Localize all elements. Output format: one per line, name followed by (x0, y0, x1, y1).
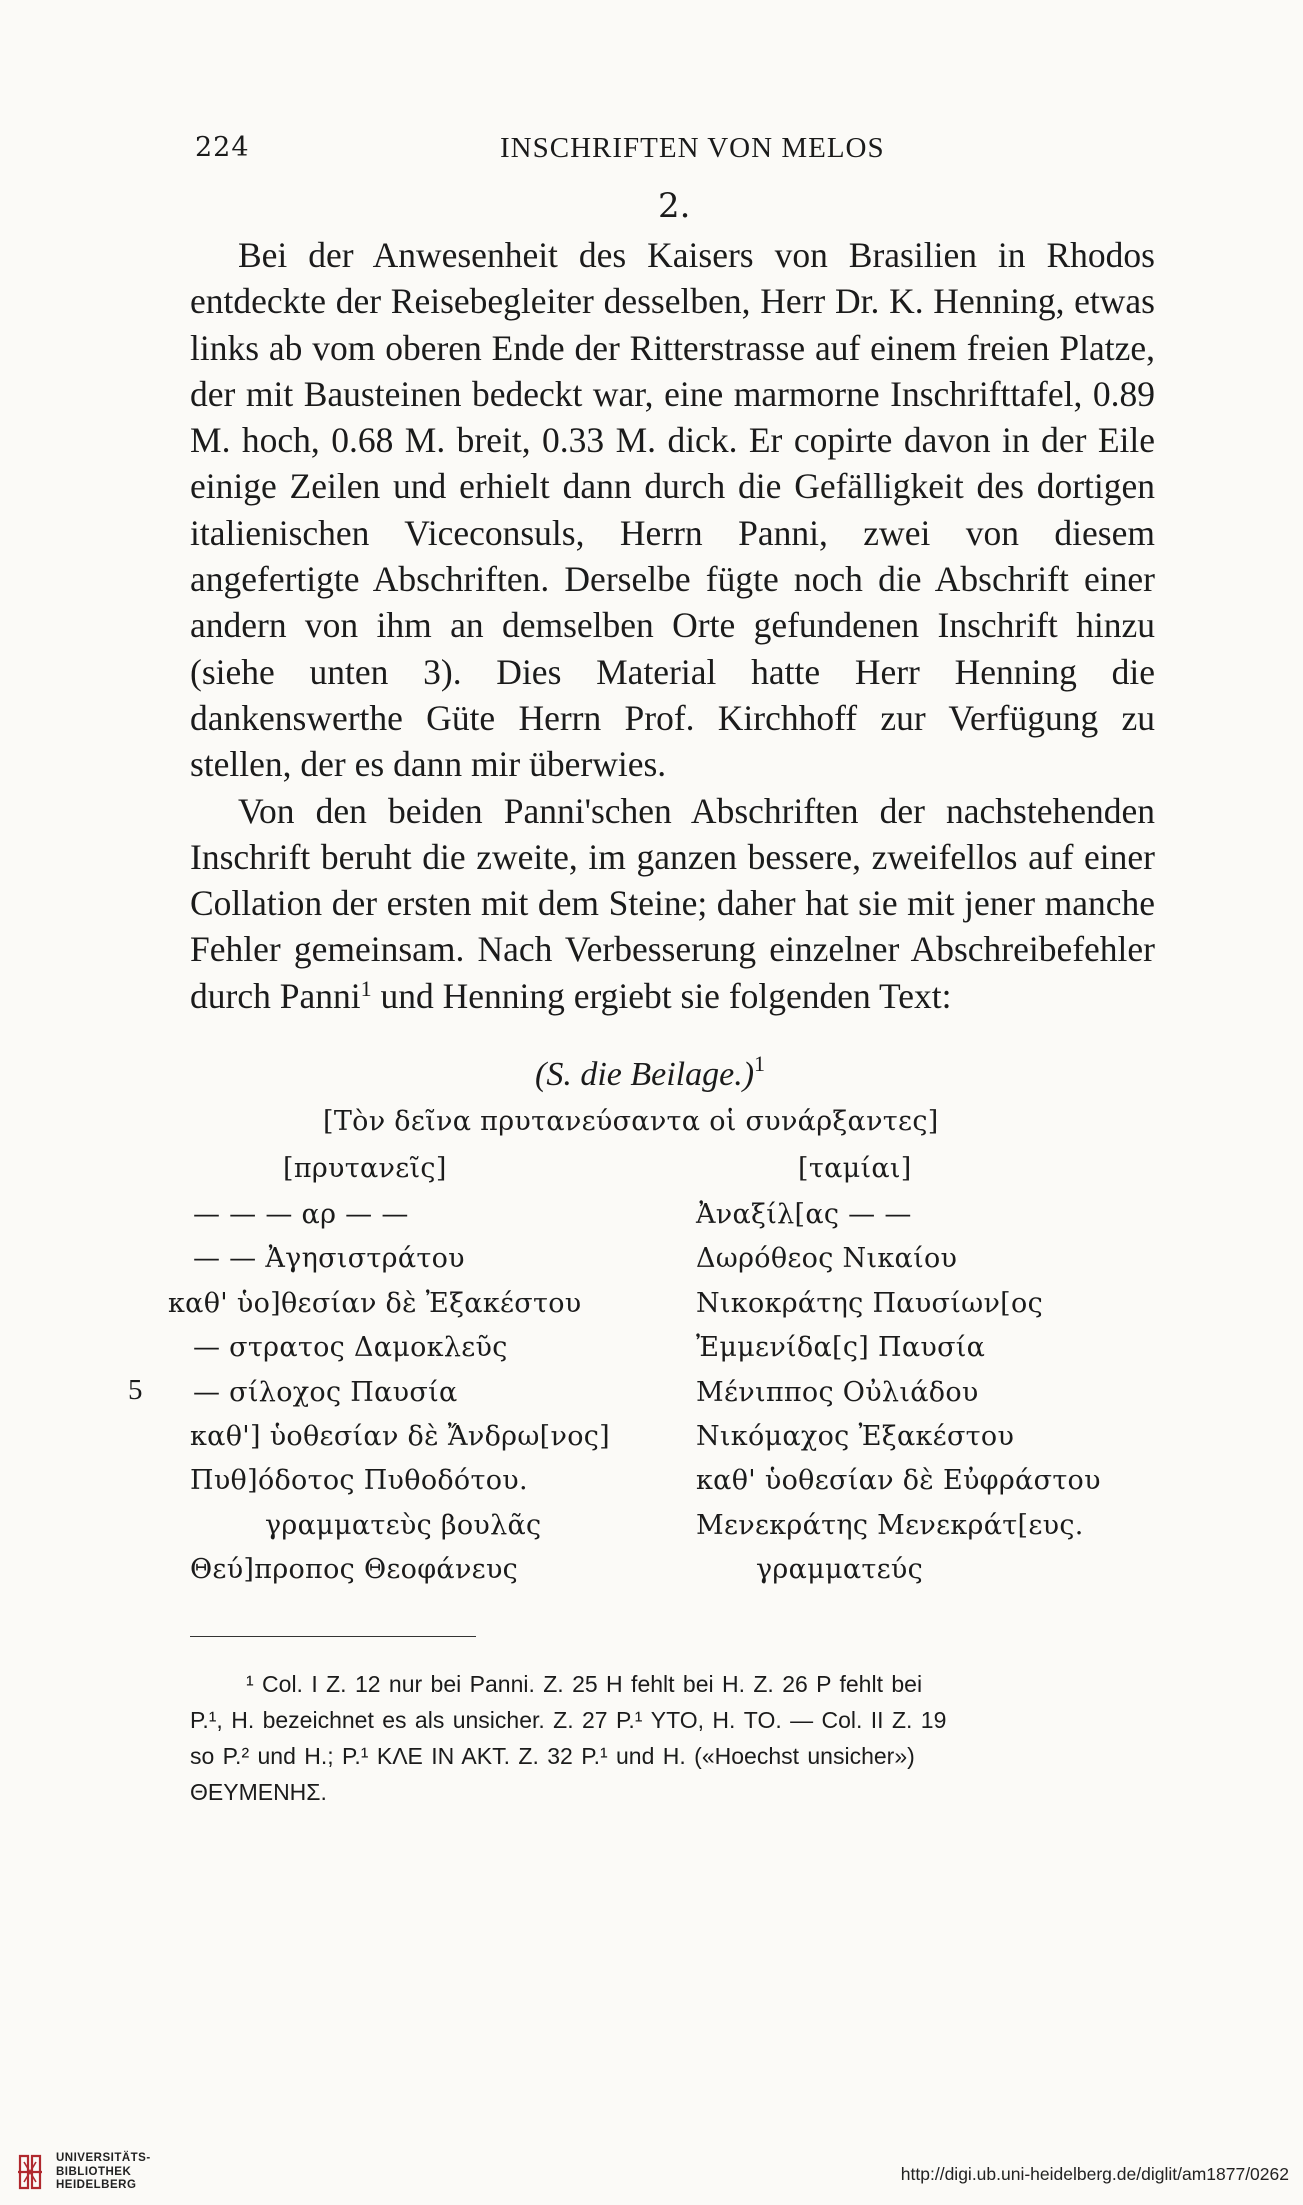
paragraph: Bei der Anwesenheit des Kaisers von Brasilien in Rhodos entdeckte der Reisebegleiter desselben, Herr Dr. K. Henning, etwas links ab vom oberen Ende der Ritterstrasse auf einem freien Platze, der mit Bausteinen bedeckt war, eine marmorne Inschrifttafel, 0.89 M. hoch, 0.68 M. breit, 0.33 M. dick. Er copirte davon in der Eile einige Zeilen und erhielt dann durch die Gefälligkeit des dortigen italienischen Viceconsuls, Herrn Panni, zwei von diesem angefertigte Abschriften. Derselbe fügte noch die Abschrift einer andern von ihm an demselben Orte gefundenen Inschrift hinzu (siehe unten 3). Dies Material hatte Herr Henning die dankenswerthe Güte Herrn Prof. Kirchhoff zur Verfügung zu stellen, der es dann mir überwies. (190, 235, 1155, 785)
footnote-line: so P.² und H.; P.¹ ΚΛΕ ΙΝ ΑΚΤ. Z. 32 P.¹ und H. («Hoechst unsicher») (190, 1743, 915, 1769)
footnote-rule (190, 1636, 476, 1637)
left-inscription-line: — στρατος Δαμοκλεῦς (193, 1332, 508, 1363)
left-inscription-line: καθ'] ὑοθεσίαν δὲ Ἄνδρω[νος] (190, 1421, 611, 1452)
left-column-heading: [πρυτανεῖς] (283, 1153, 447, 1184)
library-name-line: BIBLIOTHEK (56, 2165, 132, 2178)
left-inscription-line: — σίλοχος Παυσία (193, 1377, 458, 1408)
paragraph-text: und Henning ergiebt sie folgenden Text: (371, 975, 952, 1016)
right-inscription-line: Νικόμαχος Ἐξακέστου (696, 1421, 1015, 1452)
footnote-line: ¹ Col. I Z. 12 nur bei Panni. Z. 25 H fehlt bei H. Z. 26 P fehlt bei (246, 1671, 923, 1697)
beilage-text: (S. die Beilage.) (535, 1056, 755, 1093)
left-inscription-line: — — Ἀγησιστράτου (193, 1243, 465, 1274)
page-number: 224 (195, 132, 250, 163)
beilage-reference (535, 1051, 766, 1094)
right-inscription-line: καθ' ὑοθεσίαν δὲ Εὐφράστου (696, 1465, 1101, 1496)
left-inscription-line: γραμματεὺς βουλᾶς (265, 1510, 542, 1541)
left-inscription-line: Πυθ]όδοτος Πυθοδότου. (190, 1465, 528, 1496)
footnote-marker: 1 (754, 1051, 766, 1076)
page-header (195, 132, 1155, 172)
footnote-line: ΘΕΥΜΕΝΗΣ. (190, 1779, 327, 1805)
footnote-marker: 1 (360, 975, 372, 1001)
right-inscription-line: Ἐμμενίδα[ς] Παυσία (696, 1332, 986, 1363)
footnote-line: P.¹, H. bezeichnet es als unsicher. Z. 27 P.¹ ΥΤΟ, H. ΤΟ. — Col. II Z. 19 (190, 1707, 947, 1733)
paragraph-text: Von den beiden Panni'schen Abschriften der nachstehenden Inschrift beruht die zweite, im ganzen bessere, zweifellos auf einer Collation der ersten mit dem Steine; daher hat sie mit jener manche Fehler gemeinsam. Nach Verbesserung einzelner Abschreibefehler durch Panni (190, 790, 1155, 1016)
section-number: 2. (658, 186, 691, 226)
line-number: 5 (128, 1374, 143, 1406)
library-logo-icon (14, 2152, 46, 2192)
right-inscription-line: Δωρόθεος Νικαίου (696, 1243, 958, 1274)
paragraph (190, 788, 1155, 1019)
left-inscription-line: καθ' ὑο]θεσίαν δὲ Ἐξακέστου (168, 1288, 582, 1319)
body-text (190, 232, 1155, 1019)
inscription-heading: [Τὸν δεῖνα πρυτανεύσαντα οἱ συνάρξαντες] (323, 1106, 939, 1137)
source-url: http://digi.ub.uni-heidelberg.de/diglit/am1877/0262 (900, 2164, 1289, 2184)
library-name-line: UNIVERSITÄTS- (56, 2152, 151, 2164)
right-inscription-line: Ἀναξίλ[ας — — (696, 1199, 912, 1230)
library-name (56, 2152, 151, 2193)
running-head: INSCHRIFTEN VON MELOS (500, 132, 885, 164)
left-inscription-line: — — — αρ — — (193, 1199, 409, 1230)
right-inscription-line: Νικοκράτης Παυσίων[ος (696, 1288, 1043, 1319)
left-inscription-line: Θεύ]προπος Θεοφάνευς (190, 1554, 519, 1585)
right-inscription-line: Μενεκράτης Μενεκράτ[ευς. (696, 1510, 1084, 1541)
right-column-heading: [ταμίαι] (798, 1153, 912, 1184)
right-inscription-line: Μένιππος Οὐλιάδου (696, 1377, 979, 1408)
right-inscription-line: γραμματεύς (756, 1554, 924, 1585)
footnotes (190, 1666, 1152, 1810)
library-name-line: HEIDELBERG (56, 2179, 137, 2191)
